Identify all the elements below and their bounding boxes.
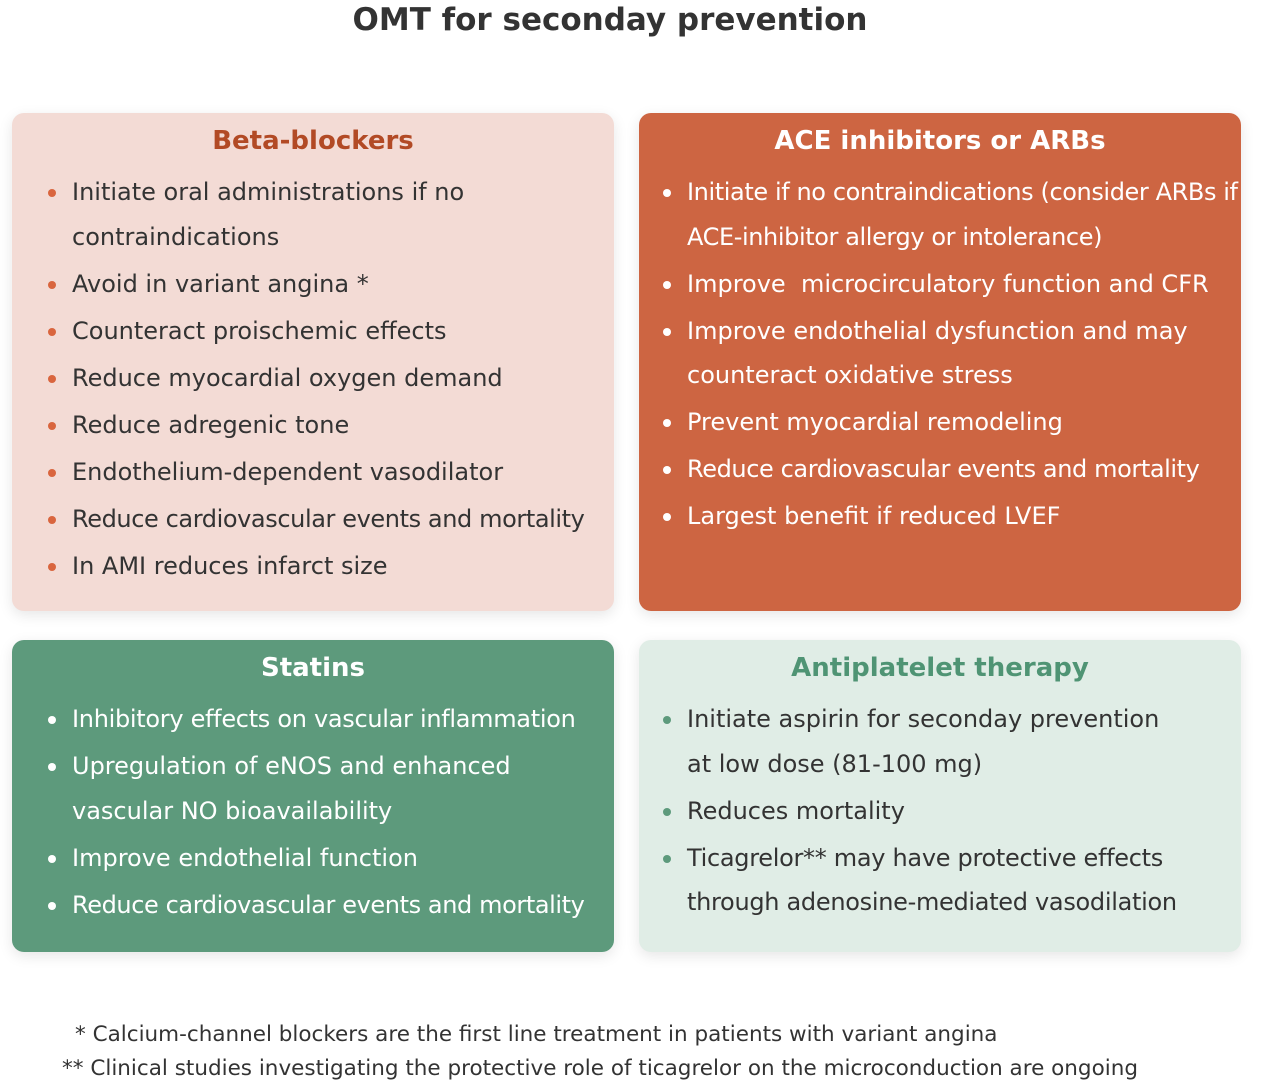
statins-panel [12,640,614,952]
ace-inhibitors-panel [639,113,1241,611]
beta-blockers-panel [12,113,614,611]
bullet-icon [663,855,671,863]
list-item-text: Counteract proischemic effects [72,316,447,345]
bullet-icon [663,466,671,474]
footnote: * Calcium-channel blockers are the first line treatment in patients with variant angina [75,1022,998,1047]
bullet-icon [48,189,56,197]
list-item-text: Initiate aspirin for seconday prevention at low dose (81-100 mg) [687,705,1160,778]
list-item [659,262,1241,307]
statins-title: Statins [260,653,366,683]
bullet-icon [48,563,56,571]
list-item [44,836,614,881]
list-item-text: Reduce adregenic tone [72,410,350,439]
list-item-text: Ticagrelor** may have protective effects through adenosine-mediated vasodilation [687,843,1177,916]
bullet-icon [48,855,56,863]
list-item [44,497,614,542]
list-item-text: Improve microcirculatory function and CFR [687,269,1209,298]
list-item-text: Improve endothelial dysfunction and may counteract oxidative stress [687,316,1188,389]
list-item [44,744,614,833]
list-item-text: Reduce cardiovascular events and mortality [72,504,585,533]
list-item-text: Initiate if no contraindications (consider ARBs if ACE-inhibitor allergy or intolerance) [687,178,1238,251]
ace-inhibitors-list [639,170,1241,539]
list-item [44,309,614,354]
list-item-text: Prevent myocardial remodeling [687,408,1063,436]
bullet-icon [48,716,56,724]
list-item [44,262,614,307]
bullet-icon [48,281,56,289]
list-item [659,697,1241,786]
bullet-icon [48,422,56,430]
list-item-text: Initiate oral administrations if no contraindications [72,178,465,251]
list-item-text: Largest benefit if reduced LVEF [687,502,1061,530]
list-item-text: Avoid in variant angina * [72,269,369,298]
list-item [659,170,1241,259]
list-item-text: Reduce cardiovascular events and mortality [687,455,1200,483]
antiplatelet-panel [639,640,1241,952]
list-item-text: Improve endothelial function [72,843,418,872]
list-item [44,544,614,589]
list-item [659,400,1241,445]
bullet-icon [663,513,671,521]
list-item [44,403,614,448]
bullet-icon [48,902,56,910]
antiplatelet-title: Antiplatelet therapy [791,653,1089,683]
antiplatelet-list [639,697,1241,925]
ace-inhibitors-title: ACE inhibitors or ARBs [774,126,1106,156]
list-item [659,309,1241,398]
bullet-icon [663,328,671,336]
list-item [44,170,614,259]
bullet-icon [48,763,56,771]
list-item [44,356,614,401]
bullet-icon [48,469,56,477]
bullet-icon [48,516,56,524]
page-title: OMT for seconday prevention [352,2,868,38]
bullet-icon [48,328,56,336]
list-item-text: Reduce myocardial oxygen demand [72,363,503,392]
list-item [44,450,614,495]
list-item [659,494,1241,539]
statins-list [12,697,614,927]
bullet-icon [663,189,671,197]
list-item [659,836,1241,925]
list-item-text: Inhibitory effects on vascular inflammation [72,705,576,733]
list-item-text: Reduce cardiovascular events and mortality [72,890,585,919]
bullet-icon [663,716,671,724]
list-item [44,697,614,742]
bullet-icon [48,375,56,383]
bullet-icon [663,808,671,816]
list-item-text: In AMI reduces infarct size [72,551,388,580]
list-item-text: Reduces mortality [687,796,905,825]
list-item-text: Upregulation of eNOS and enhanced vascular NO bioavailability [72,752,511,825]
beta-blockers-list [12,170,614,588]
bullet-icon [663,419,671,427]
list-item [659,447,1241,492]
footnote: ** Clinical studies investigating the protective role of ticagrelor on the microconduction are ongoing [62,1056,1138,1081]
list-item [44,883,614,928]
footnotes [62,1018,1138,1086]
beta-blockers-title: Beta-blockers [212,126,414,156]
list-item [659,789,1241,834]
list-item-text: Endothelium-dependent vasodilator [72,457,504,486]
bullet-icon [663,281,671,289]
